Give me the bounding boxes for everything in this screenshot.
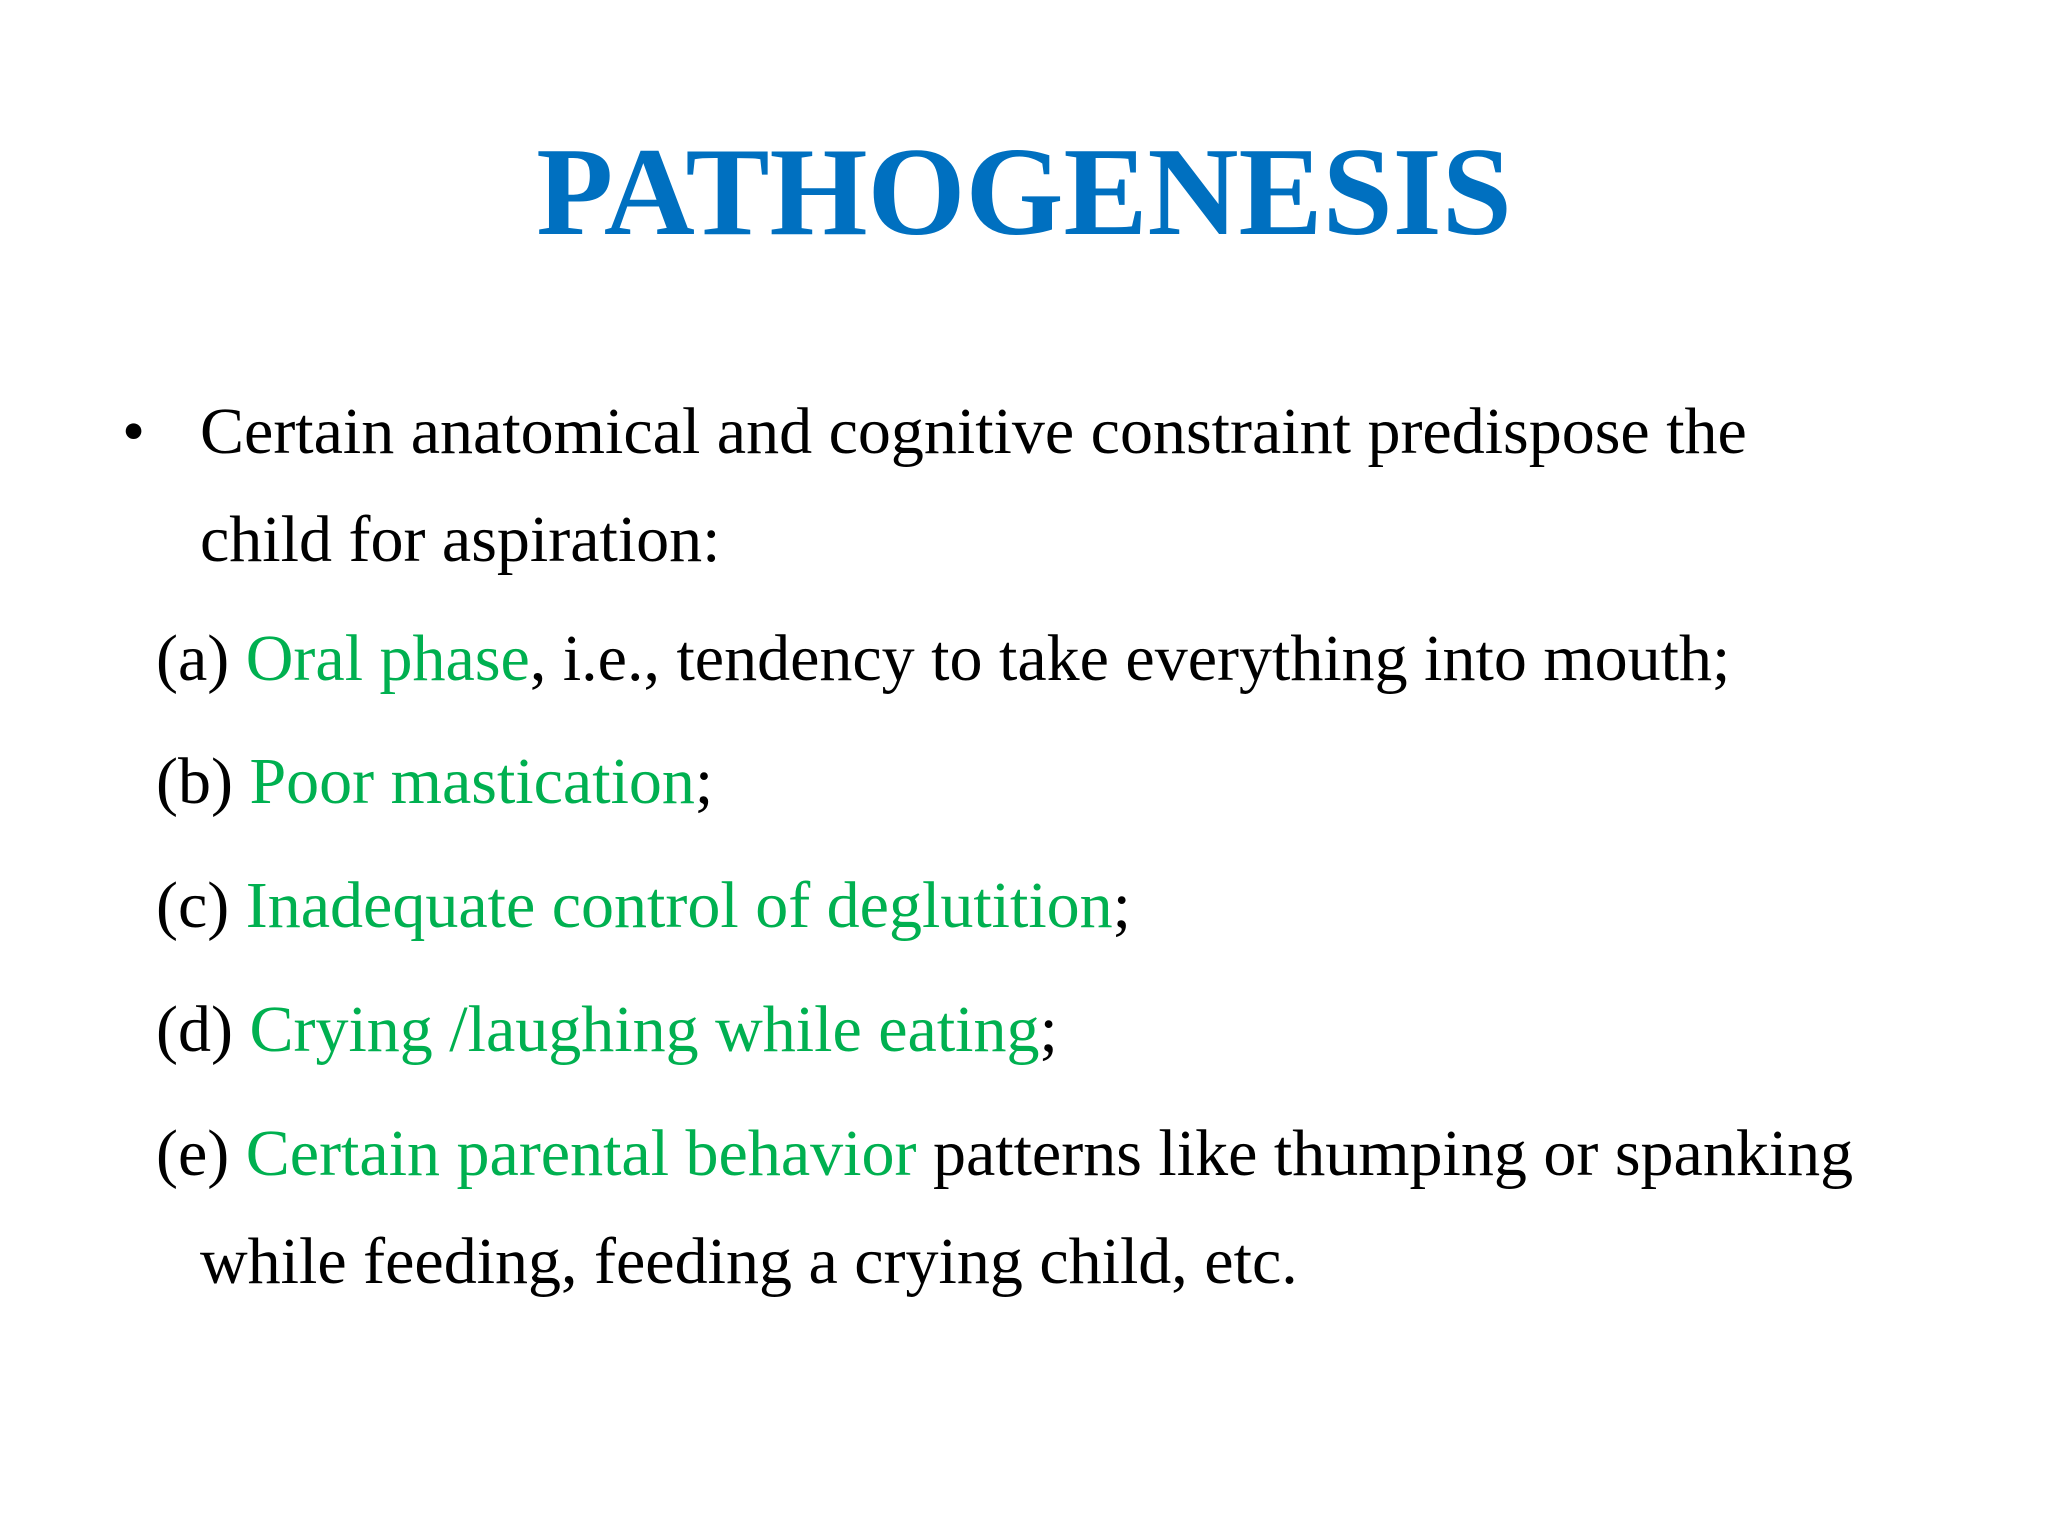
list-item-text: ; (694, 745, 714, 818)
list-item-e-continuation: while feeding, feeding a crying child, etc. (200, 1225, 1298, 1298)
list-marker: (a) (156, 622, 246, 695)
list-marker: (e) (156, 1117, 246, 1190)
list-item-text: ; (1039, 993, 1058, 1066)
list-marker: (b) (156, 745, 250, 818)
slide-title: PATHOGENESIS (536, 123, 1512, 262)
highlight-term: Inadequate control of deglutition (245, 869, 1113, 942)
bullet-text-line-1: Certain anatomical and cognitive constraint predispose the (200, 395, 1747, 468)
highlight-term: Poor mastication (249, 745, 695, 818)
list-item-text: ; (1112, 869, 1132, 942)
list-item-a (156, 619, 1730, 699)
list-item-b (156, 742, 713, 822)
highlight-term: Certain parental behavior (245, 1117, 917, 1190)
list-item-e (156, 1114, 1853, 1194)
list-item-d (156, 990, 1058, 1070)
highlight-term: Oral phase (245, 622, 530, 695)
list-item-text: patterns like thumping or spanking (916, 1117, 1854, 1190)
highlight-term: Crying /laughing while eating (249, 993, 1040, 1066)
list-item-text: , i.e., tendency to take everything into mouth; (529, 622, 1731, 695)
bullet-icon: • (122, 395, 146, 468)
list-item-c (156, 866, 1131, 946)
bullet-text-line-2: child for aspiration: (200, 503, 721, 576)
list-marker: (c) (156, 869, 246, 942)
list-marker: (d) (156, 993, 250, 1066)
